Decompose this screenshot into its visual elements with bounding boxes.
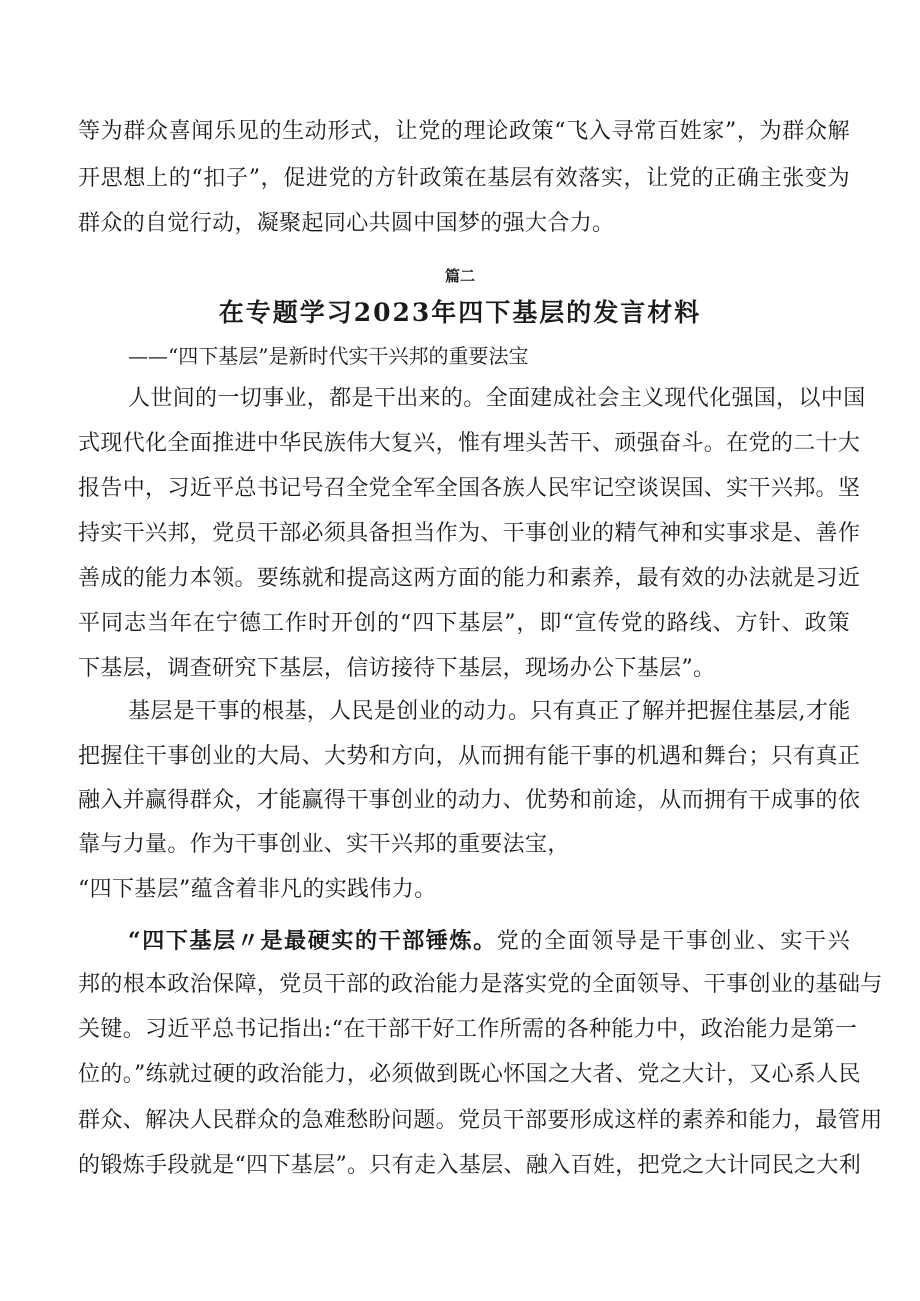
section-label: 篇二 — [444, 267, 475, 285]
p2-line-3: 融入并赢得群众，才能赢得干事创业的动力、优势和前途，从而拥有干成事的依 — [78, 788, 861, 813]
p2-line-2: 把握住干事创业的大局、大势和方向，从而拥有能干事的机遇和舞台；只有真正 — [78, 744, 861, 769]
intro-line-1: 等为群众喜闻乐见的生动形式，让党的理论政策“飞入寻常百姓家”，为群众解 — [78, 119, 850, 144]
p3-line-3: 关键。习近平总书记指出:“在干部干好工作所需的各种能力中，政治能力是第一 — [78, 1017, 858, 1042]
p3-line-5: 群众、解决人民群众的急难愁盼问题。党员干部要形成这样的素养和能力，最管用 — [78, 1108, 883, 1133]
p1-line-5: 善成的能力本领。要练就和提高这两方面的能力和素养，最有效的办法就是习近 — [78, 566, 861, 591]
p3-line-6: 的锻炼手段就是“四下基层”。只有走入基层、融入百姓，把党之大计同民之大利 — [78, 1153, 862, 1178]
document-subtitle: ——“四下基层”是新时代实干兴邦的重要法宝 — [128, 344, 529, 368]
intro-line-3: 群众的自觉行动，凝聚起同心共圆中国梦的强大合力。 — [78, 211, 615, 236]
p1-line-1: 人世间的一切事业，都是干出来的。全面建成社会主义现代化强国，以中国 — [128, 386, 866, 411]
p2-line-1: 基层是干事的根基，人民是创业的动力。只有真正了解并把握住基层,才能 — [128, 699, 851, 724]
p3-line-1-rest: 党的全面领导是干事创业、实干兴 — [496, 929, 850, 954]
intro-line-2: 开思想上的“扣子”，促进党的方针政策在基层有效落实，让党的正确主张变为 — [78, 166, 850, 191]
p2-line-4: 靠与力量。作为干事创业、实干兴邦的重要法宝， — [78, 832, 570, 857]
p3-lead-heading: “四下基层〃是最硬实的干部锤炼。 — [128, 928, 497, 954]
p1-line-4: 持实干兴邦，党员干部必须具备担当作为、干事创业的精气神和实事求是、善作 — [78, 521, 861, 546]
p1-line-6: 平同志当年在宁德工作时开创的“四下基层”，即“宣传党的路线、方针、政策 — [78, 611, 850, 636]
p1-line-7: 下基层，调查研究下基层，信访接待下基层，现场办公下基层”。 — [78, 656, 716, 681]
document-title: 在专题学习2023年四下基层的发言材料 — [218, 298, 702, 327]
p2-line-5: “四下基层”蕴含着非凡的实践伟力。 — [78, 877, 437, 902]
p3-line-1 — [128, 926, 850, 957]
p1-line-3: 报告中，习近平总书记号召全党全军全国各族人民牢记空谈误国、实干兴邦。坚 — [78, 476, 861, 501]
p3-line-4: 位的。”练就过硬的政治能力，必须做到既心怀国之大者、党之大计，又心系人民 — [78, 1062, 861, 1087]
p1-line-2: 式现代化全面推进中华民族伟大复兴，惟有埋头苦干、顽强奋斗。在党的二十大 — [78, 431, 861, 456]
p3-line-2: 邦的根本政治保障，党员干部的政治能力是落实党的全面领导、干事创业的基础与 — [78, 972, 883, 997]
